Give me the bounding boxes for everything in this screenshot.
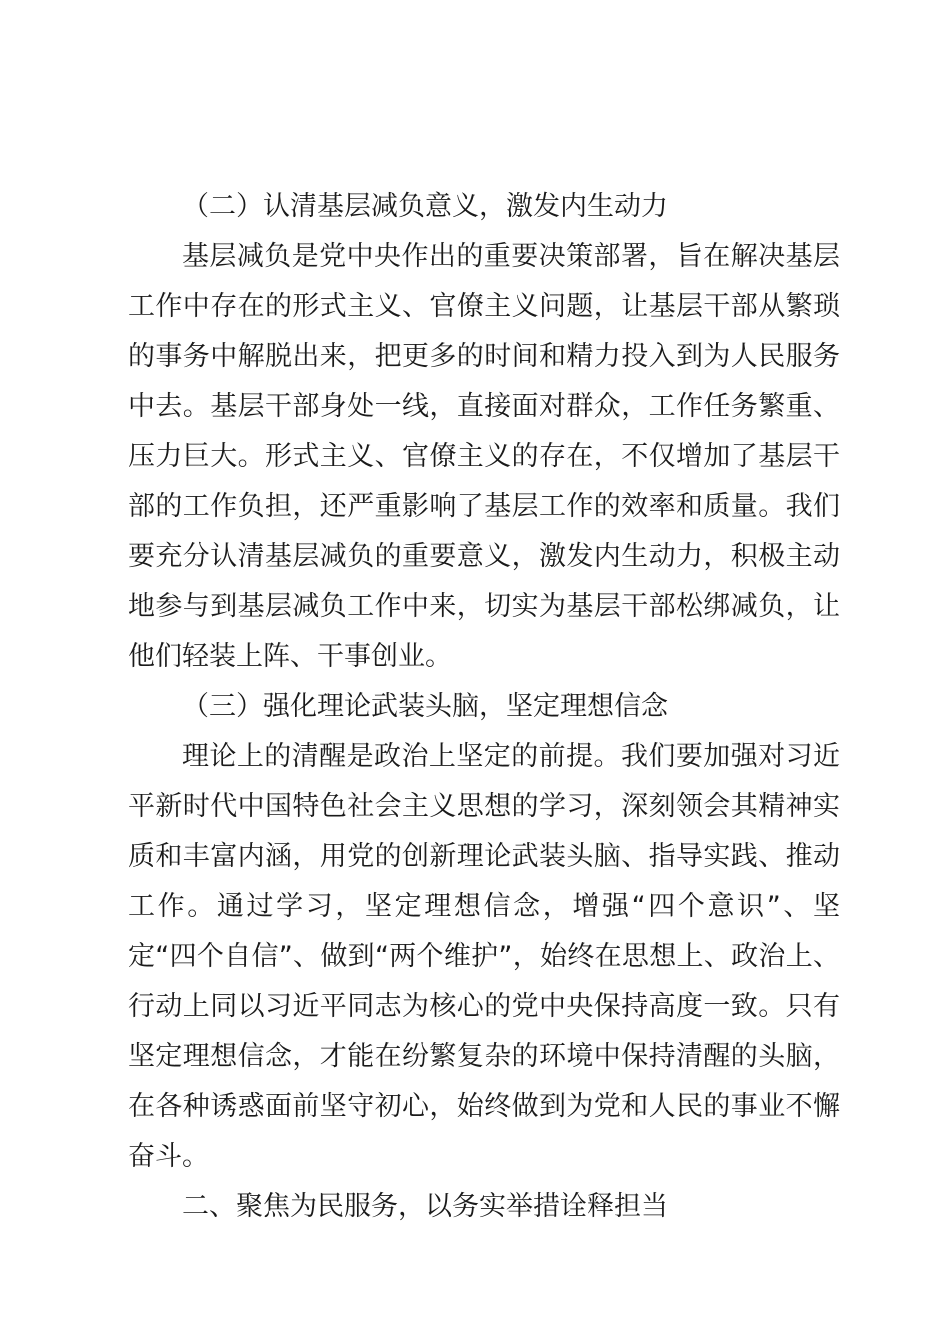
body-paragraph: 基层减负是党中央作出的重要决策部署，旨在解决基层工作中存在的形式主义、官僚主义问题，让基层干部从繁琐的事务中解脱出来，把更多的时间和精力投入到为人民服务中去。基层干部身处一线，直接面对群众，工作任务繁重、压力巨大。形式主义、官僚主义的存在，不仅增加了基层干部的工作负担，还严重影响了基层工作的效率和质量。我们要充分认清基层减负的重要意义，激发内生动力，积极主动地参与到基层减负工作中来，切实为基层干部松绑减负，让他们轻装上阵、干事创业。: [128, 241, 840, 672]
body-paragraph: 理论上的清醒是政治上坚定的前提。我们要加强对习近平新时代中国特色社会主义思想的学习，深刻领会其精神实质和丰富内涵，用党的创新理论武装头脑、指导实践、推动工作。通过学习，坚定理想信念，增强“四个意识”、坚定“四个自信”、做到“两个维护”，始终在思想上、政治上、行动上同以习近平同志为核心的党中央保持高度一致。只有坚定理想信念，才能在纷繁复杂的环境中保持清醒的头脑，在各种诱惑面前坚守初心，始终做到为党和人民的事业不懈奋斗。: [128, 741, 840, 1172]
section-heading-3: （三）强化理论武装头脑，坚定理想信念: [182, 691, 668, 722]
section-heading-2: （二）认清基层减负意义，激发内生动力: [182, 191, 668, 222]
document-body: [128, 182, 840, 1232]
chapter-heading-2: 二、聚焦为民服务，以务实举措诠释担当: [182, 1191, 668, 1222]
